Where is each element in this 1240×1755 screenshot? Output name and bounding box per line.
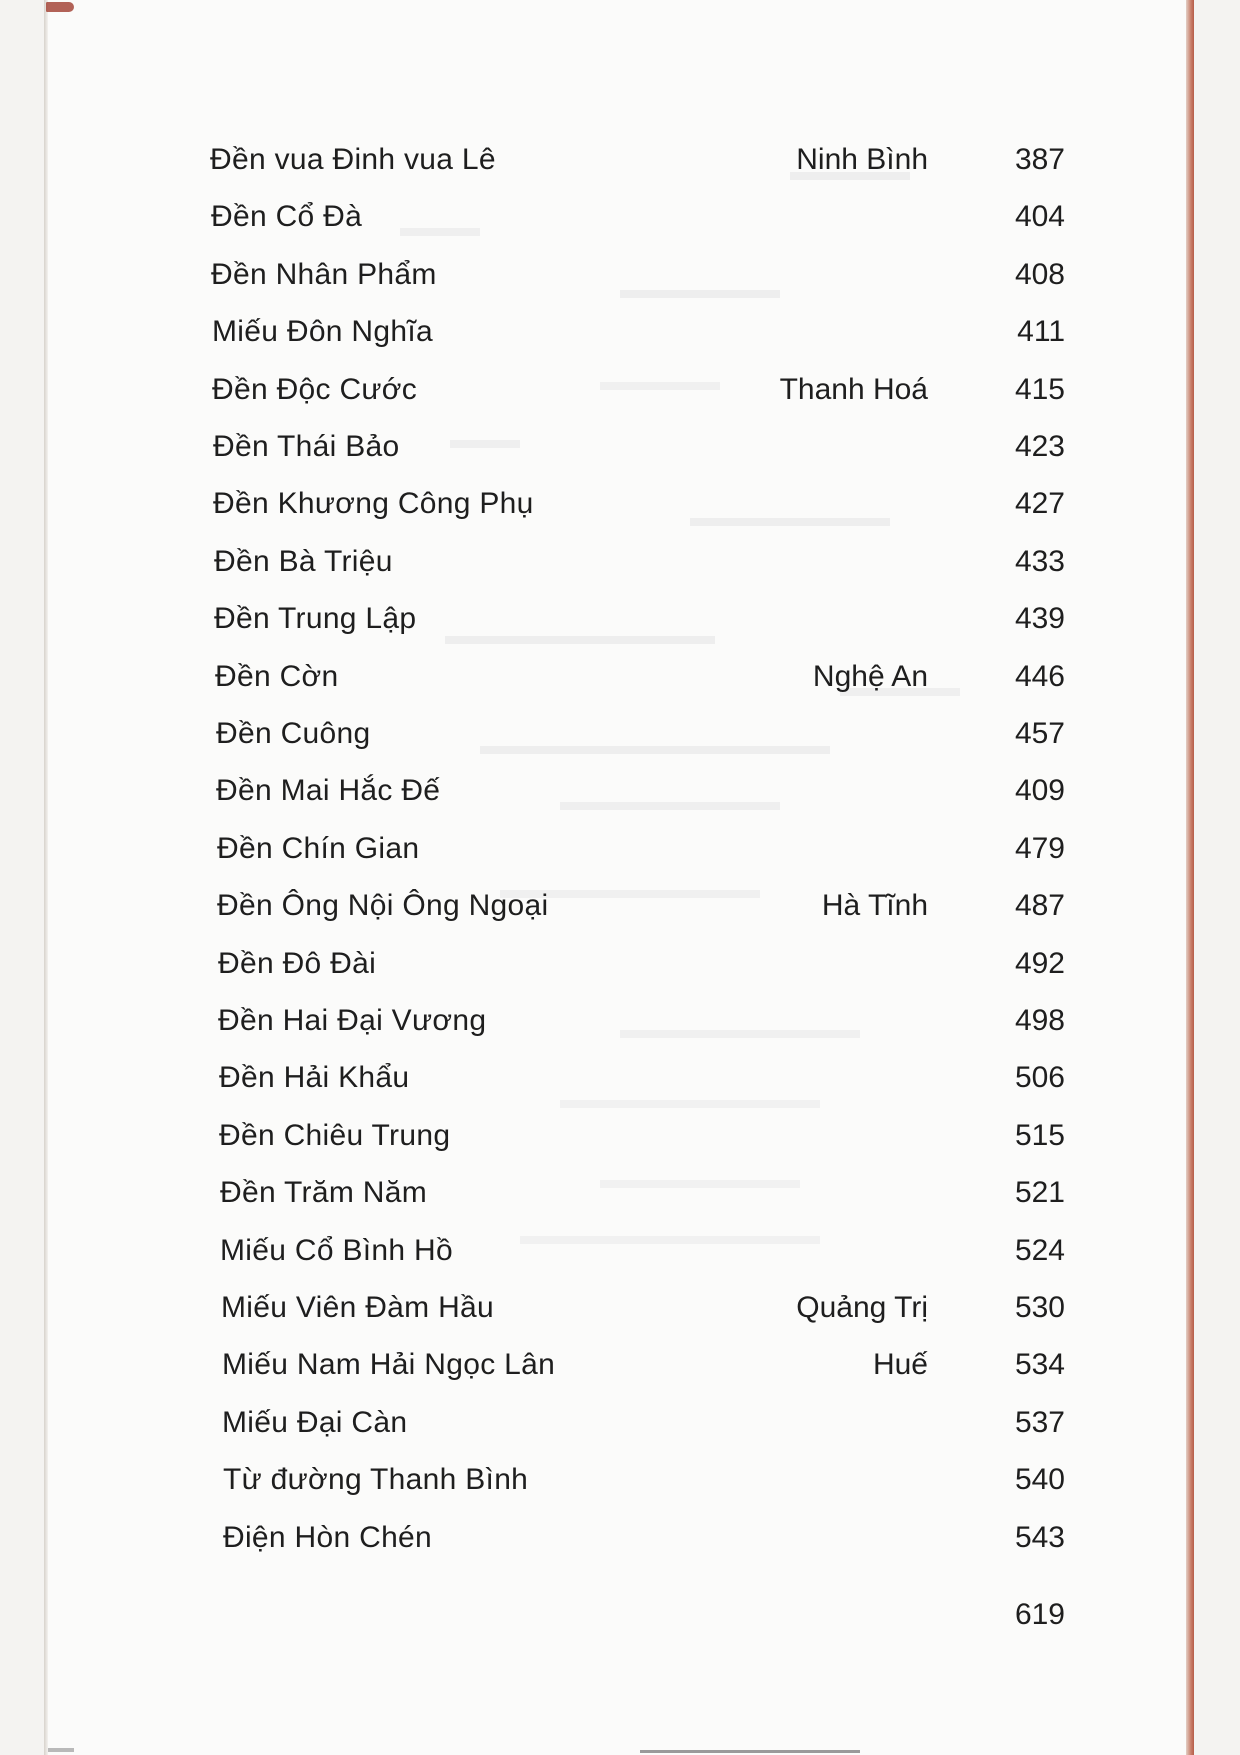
- toc-entry-page-number: 487: [1014, 889, 1065, 922]
- toc-entry-page-number: 415: [1014, 373, 1065, 406]
- toc-entry-page-number: 423: [1014, 430, 1065, 463]
- toc-entry-page-number: 521: [1014, 1176, 1065, 1209]
- toc-entry-title: Miếu Viên Đàm Hầu: [221, 1291, 495, 1324]
- toc-entry-page-number: 498: [1014, 1004, 1065, 1037]
- toc-entry-province: Huế: [872, 1348, 928, 1381]
- toc-entry-page-number: 537: [1014, 1406, 1065, 1439]
- toc-entry: [0, 250, 1240, 300]
- toc-entry-title: Đền Độc Cước: [212, 373, 418, 406]
- toc-entry-title: Đền Cờn: [215, 660, 339, 693]
- toc-entry: [0, 709, 1240, 759]
- toc-entry-page-number: 457: [1014, 717, 1065, 750]
- toc-entry-province: Quảng Trị: [796, 1291, 928, 1324]
- toc-entry: [0, 1111, 1240, 1161]
- toc-entry: [0, 192, 1240, 242]
- toc-entry-page-number: 524: [1014, 1234, 1065, 1267]
- toc-entry: [0, 1226, 1240, 1276]
- toc-entry-page-number: 433: [1014, 545, 1065, 578]
- toc-entry: [0, 652, 1240, 702]
- trailing-page-number: 619: [1014, 1598, 1065, 1631]
- toc-entry: [0, 1283, 1240, 1333]
- toc-entry-title: Đền Chiêu Trung: [219, 1119, 451, 1152]
- toc-entry: [0, 594, 1240, 644]
- toc-entry-province: Hà Tĩnh: [821, 889, 928, 922]
- toc-entry-page-number: 409: [1014, 774, 1065, 807]
- toc-entry-title: Đền Cuông: [216, 717, 371, 750]
- toc-entry: [0, 996, 1240, 1046]
- toc-entry-title: Đền Thái Bảo: [213, 430, 400, 463]
- toc-entry-title: Đền Nhân Phẩm: [211, 258, 437, 291]
- toc-entry-title: Miếu Cổ Bình Hồ: [220, 1234, 453, 1267]
- toc-entry: [0, 1513, 1240, 1563]
- toc-entry-title: Miếu Đại Càn: [222, 1406, 408, 1439]
- toc-entry-page-number: 387: [1014, 143, 1065, 176]
- toc-entry-province: Ninh Bình: [796, 143, 928, 176]
- toc-entry: [0, 1053, 1240, 1103]
- toc-entry: [0, 135, 1240, 185]
- toc-entry: [0, 422, 1240, 472]
- toc-entry-title: Đền Khương Công Phụ: [213, 487, 534, 520]
- toc-entry-page-number: 404: [1014, 200, 1065, 233]
- toc-entry-page-number: 515: [1014, 1119, 1065, 1152]
- toc-entry-title: Đền Cổ Đà: [211, 200, 363, 233]
- toc-entry-province: Nghệ An: [812, 660, 928, 693]
- toc-entry-title: Miếu Đôn Nghĩa: [212, 315, 433, 348]
- toc-entry: [0, 365, 1240, 415]
- toc-entry: [0, 537, 1240, 587]
- toc-entry: [0, 1398, 1240, 1448]
- toc-entry-title: Miếu Nam Hải Ngọc Lân: [222, 1348, 556, 1381]
- toc-entry-title: Đền Trung Lập: [214, 602, 417, 635]
- toc-entry-title: Đền Hai Đại Vương: [218, 1004, 487, 1037]
- toc-entry: [0, 939, 1240, 989]
- toc-entry-province: Thanh Hoá: [779, 373, 928, 406]
- toc-entry-page-number: 439: [1014, 602, 1065, 635]
- toc-entry-title: Đền Hải Khẩu: [219, 1061, 410, 1094]
- corner-mark: [46, 2, 74, 12]
- toc-entry-page-number: 534: [1014, 1348, 1065, 1381]
- bottom-left-mark: [48, 1748, 74, 1752]
- toc-entry-title: Đền vua Đinh vua Lê: [210, 143, 496, 176]
- toc-entry-page-number: 408: [1014, 258, 1065, 291]
- toc-entry-title: Từ đường Thanh Bình: [223, 1463, 529, 1496]
- toc-entry-page-number: 479: [1014, 832, 1065, 865]
- toc-entry-title: Đền Ông Nội Ông Ngoại: [217, 889, 549, 922]
- toc-entry: [0, 766, 1240, 816]
- toc-entry-page-number: 540: [1014, 1463, 1065, 1496]
- toc-entry-page-number: 492: [1014, 947, 1065, 980]
- toc-entry-page-number: 506: [1014, 1061, 1065, 1094]
- toc-entry-title: Đền Đô Đài: [218, 947, 377, 980]
- toc-entry-title: Điện Hòn Chén: [223, 1521, 433, 1554]
- toc-entry-page-number: 446: [1014, 660, 1065, 693]
- toc-entry: [0, 881, 1240, 931]
- toc-entry-title: Đền Trăm Năm: [220, 1176, 427, 1209]
- bottom-rule: [640, 1750, 860, 1753]
- toc-entry-page-number: 411: [1017, 315, 1065, 348]
- toc-entry-page-number: 427: [1014, 487, 1065, 520]
- toc-entry: [0, 824, 1240, 874]
- toc-entry-page-number: 530: [1014, 1291, 1065, 1324]
- toc-entry-title: Đền Chín Gian: [217, 832, 420, 865]
- toc-entry: [0, 479, 1240, 529]
- toc-entry-title: Đền Bà Triệu: [214, 545, 393, 578]
- toc-entry-page-number: 543: [1014, 1521, 1065, 1554]
- toc-entry: [0, 307, 1240, 357]
- toc-entry: [0, 1168, 1240, 1218]
- toc-entry-title: Đền Mai Hắc Đế: [216, 774, 441, 807]
- toc-entry: [0, 1340, 1240, 1390]
- toc-entry: [0, 1455, 1240, 1505]
